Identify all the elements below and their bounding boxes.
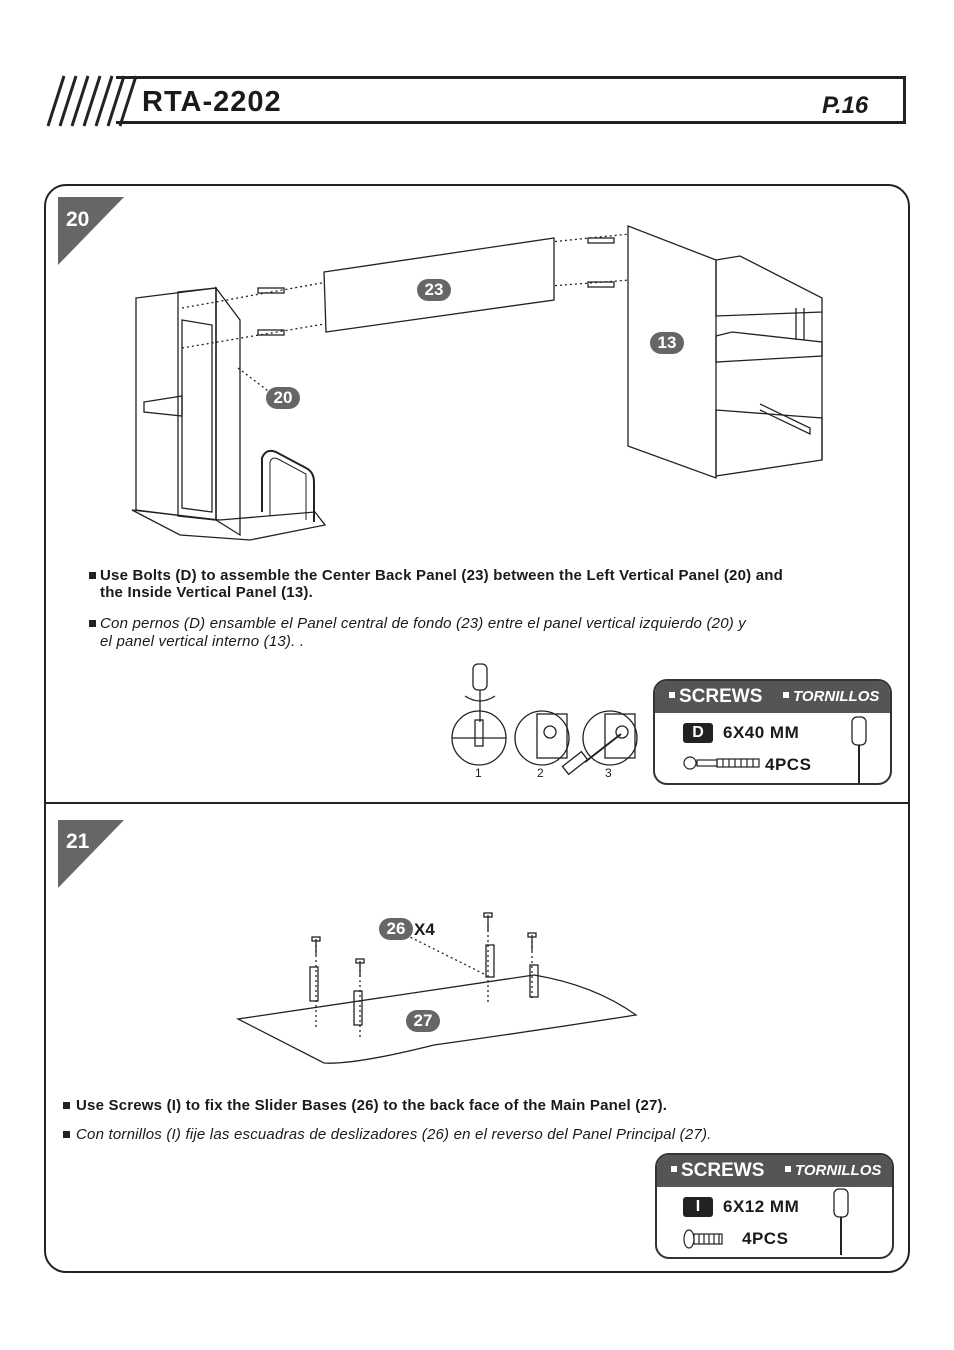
step-20-illustration [120,220,840,560]
part-20-label: 20 [266,387,300,409]
screw-letter-badge: I [683,1197,713,1217]
screw-size: 6X12 MM [723,1197,800,1216]
screw-icon [683,1229,727,1249]
bullet [89,620,96,627]
tornillos-label: TORNILLOS [795,1162,882,1179]
screw-letter-badge: D [683,723,713,743]
page-number: P.16 [822,92,869,119]
screws-header [655,681,890,713]
bullet [89,572,96,579]
step-21-number: 21 [66,830,90,853]
part-23-label: 23 [417,279,451,301]
screw-quantity: 4PCS [742,1229,789,1248]
step-20-screws-box [653,679,892,785]
step-20-instruction-es-1: Con pernos (D) ensamble el Panel central de fondo (23) entre el panel vertical izquierdo (20) y [100,615,747,632]
step-divider [44,802,910,804]
screws-header [657,1155,892,1187]
step-21-illustration [234,905,654,1075]
tightening-detail-icon [445,660,645,780]
step-20-number: 20 [66,208,90,231]
screwdriver-icon [831,1189,851,1259]
step-21-instruction-en: Use Screws (I) to fix the Slider Bases (26) to the back face of the Main Panel (27). [76,1097,668,1114]
detail-number-1: 1 [475,766,482,780]
screw-size: 6X40 MM [723,723,800,742]
step-20-instruction-en-1: Use Bolts (D) to assemble the Center Back Panel (23) between the Left Vertical Panel (20) and [100,567,783,584]
part-13-label: 13 [650,332,684,354]
detail-number-2: 2 [537,766,544,780]
step-21-screws-box [655,1153,894,1259]
part-27-label: 27 [406,1010,440,1032]
part-26-multiplier: X4 [414,920,435,939]
model-title: RTA-2202 [142,86,282,118]
bullet [63,1131,70,1138]
bullet [63,1102,70,1109]
screw-quantity: 4PCS [765,755,812,774]
part-26-label: 26 [379,918,413,940]
step-21-instruction-es: Con tornillos (I) fije las escuadras de deslizadores (26) en el reverso del Panel Principal (27). [76,1126,712,1143]
screws-label: SCREWS [681,1160,765,1181]
step-20-instruction-es-2: el panel vertical interno (13). . [100,633,305,650]
bolt-icon [683,755,763,771]
tornillos-label: TORNILLOS [793,688,880,705]
step-20-instruction-en-2: the Inside Vertical Panel (13). [100,584,313,601]
screws-label: SCREWS [679,686,763,707]
screwdriver-icon [849,717,869,785]
detail-number-3: 3 [605,766,612,780]
